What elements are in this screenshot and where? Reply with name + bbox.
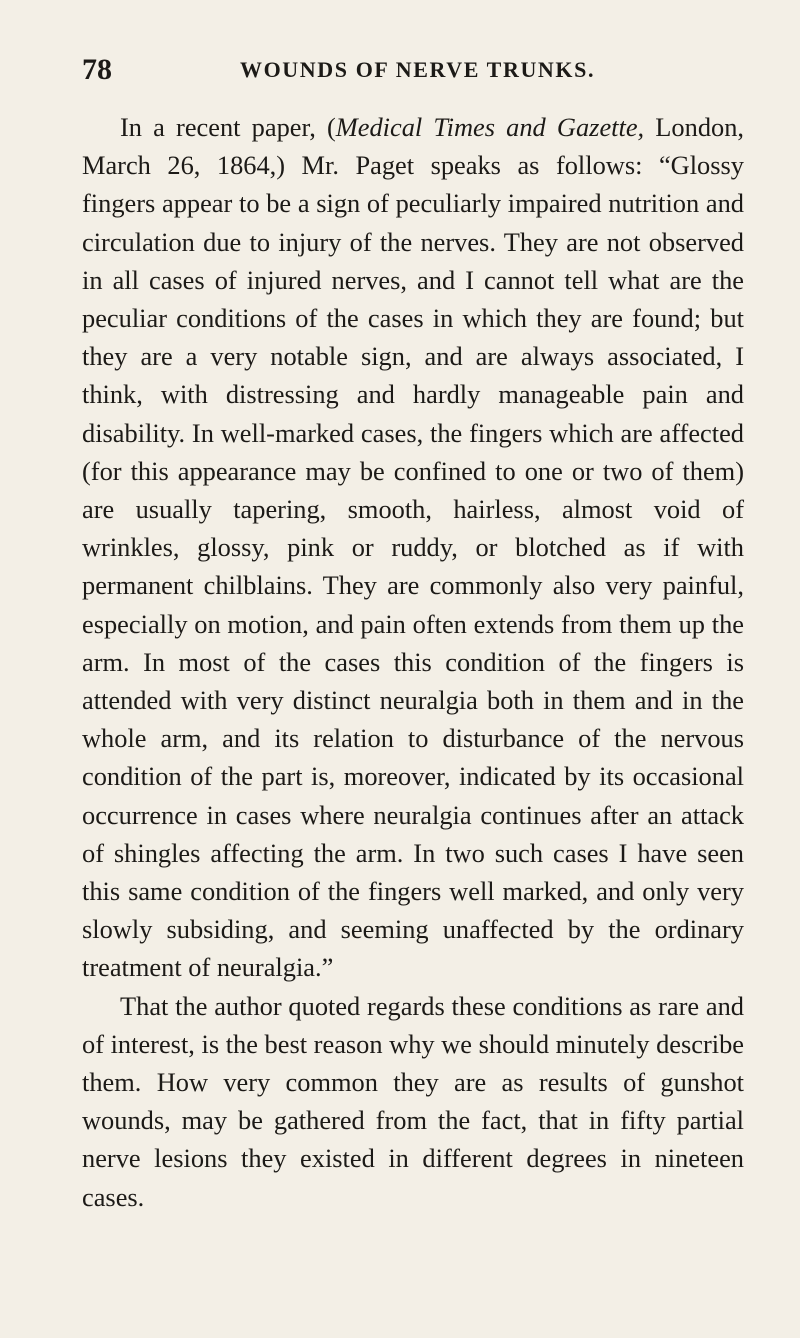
page-number: 78	[82, 53, 112, 86]
paragraph-1	[82, 108, 744, 987]
paragraph-1-body: London, March 26, 1864,) Mr. Paget speaks as follows: “Glossy fingers appear to be a sign of peculiarly impaired nutrition and circulation due to injury of the nerves. They are not observed in all cases of injured nerves, and I cannot tell what are the peculiar conditions of the cases in which they are found; but they are a very notable sign, and are always associated, I think, with distressing and hardly manageable pain and disability. In well-marked cases, the fingers which are affected (for this appearance may be confined to one or two of them) are usually tapering, smooth, hairless, almost void of wrinkles, glossy, pink or ruddy, or blotched as if with permanent chilblains. They are commonly also very painful, especially on motion, and pain often extends from them up the arm. In most of the cases this condition of the fingers is attended with very distinct neuralgia both in them and in the whole arm, and its relation to disturbance of the nervous condition of the part is, moreover, indicated by its occasional occurrence in cases where neuralgia continues after an attack of shingles affecting the arm. In two such cases I have seen this same condition of the fingers well marked, and only very slowly subsiding, and seeming unaffected by the ordinary treatment of neuralgia.”	[82, 112, 745, 983]
page-header	[82, 50, 742, 90]
paragraph-2: That the author quoted regards these conditions as rare and of interest, is the best reason why we should minutely describe them. How very common they are as results of gunshot wounds, may be gathered from the fact, that in fifty partial nerve lesions they existed in different degrees in nineteen cases.	[82, 990, 744, 1212]
paragraph-1-lead: In a recent paper, (	[120, 112, 336, 142]
running-head: WOUNDS OF NERVE TRUNKS.	[240, 57, 596, 82]
citation-title: Medical Times and Gazette,	[335, 112, 645, 142]
body-text	[82, 108, 744, 1216]
